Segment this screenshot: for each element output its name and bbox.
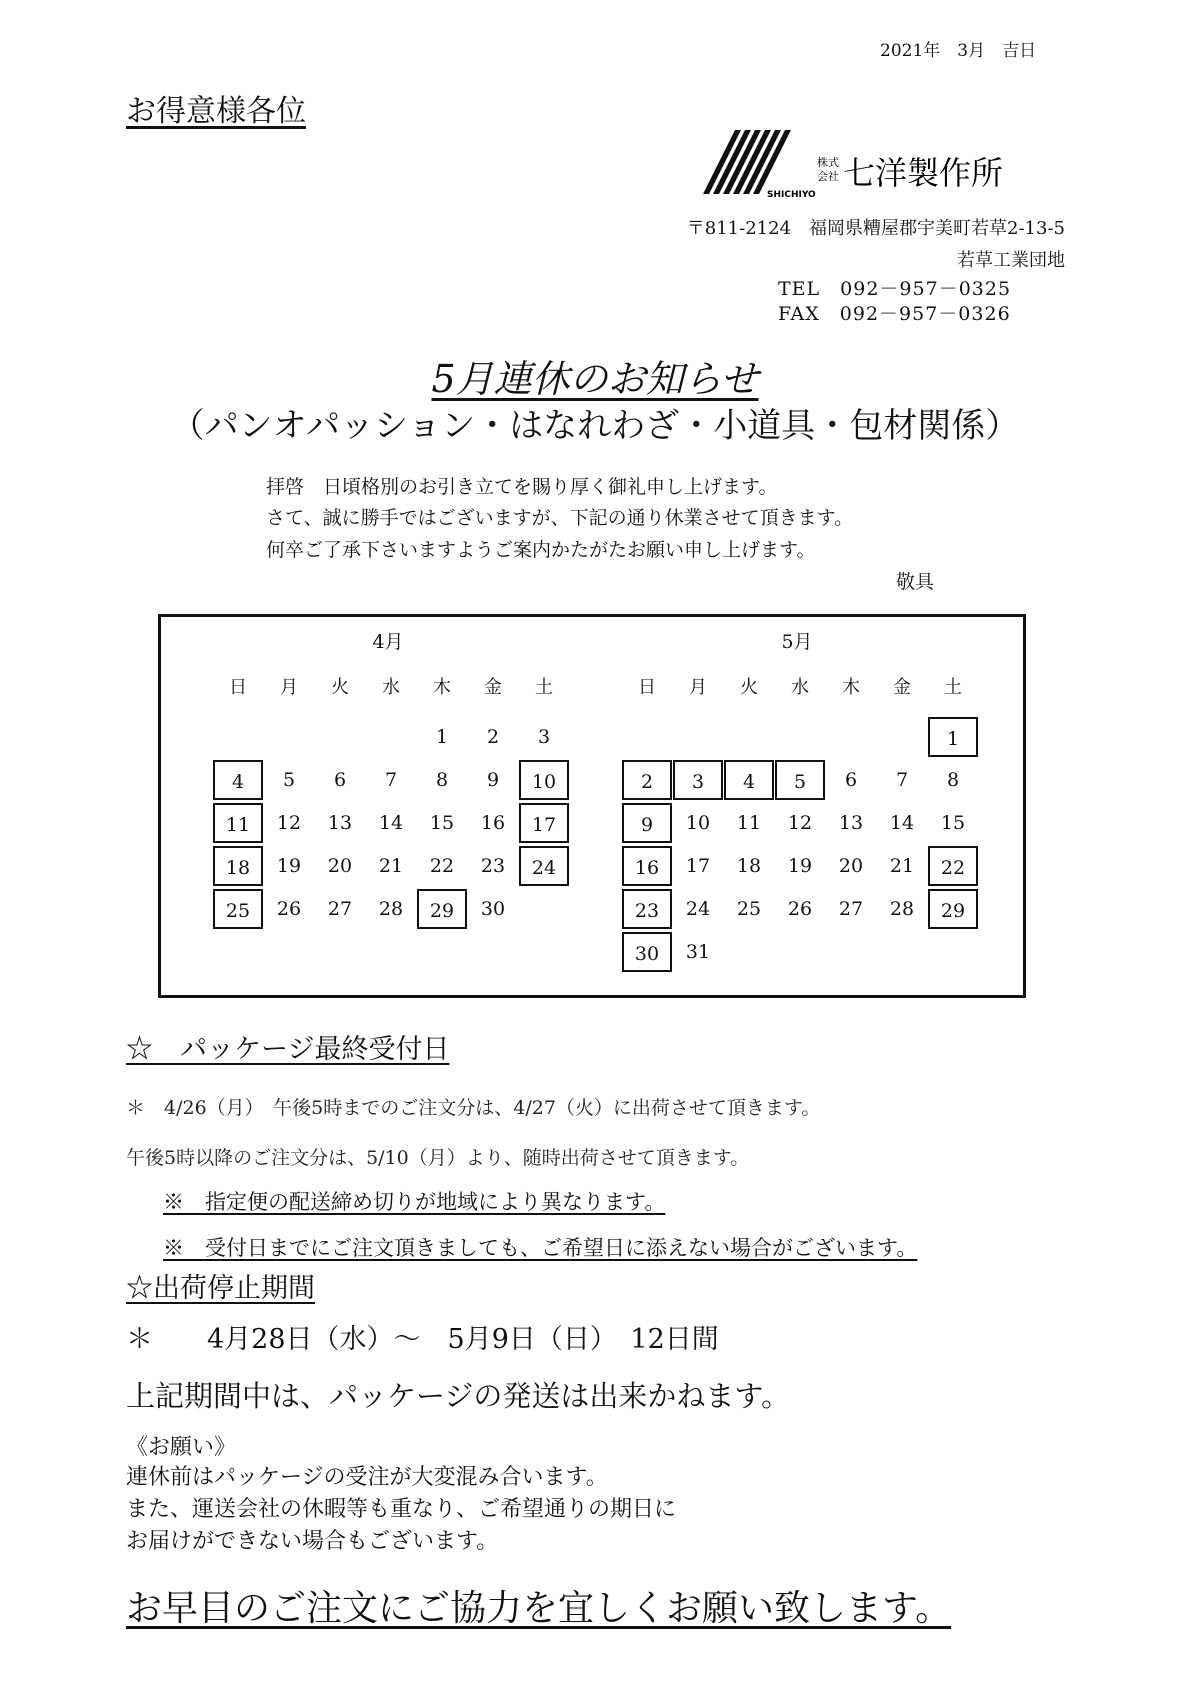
weekday-label: 金 (484, 677, 502, 698)
calendar-day: 18 (736, 855, 762, 877)
month-label: 5月 (781, 631, 813, 653)
closing-remark: 敬具 (896, 571, 935, 593)
calendar-day-holiday: 10 (519, 760, 569, 800)
calendar-day: 7 (895, 769, 909, 791)
request-line: また、運送会社の休暇等も重なり、ご希望通りの期日に (126, 1497, 677, 1522)
calendar-day: 15 (429, 812, 455, 834)
calendar-day: 30 (480, 898, 506, 920)
weekday-label: 火 (740, 677, 758, 698)
intro-line: 何卒ご了承下さいますようご案内かたがたお願い申し上げます。 (266, 539, 816, 561)
address-line-1: 〒811-2124 福岡県糟屋郡宇美町若草2-13-5 (686, 218, 1065, 239)
intro-line: 拝啓 日頃格別のお引き立てを賜り厚く御礼申し上げます。 (266, 476, 778, 498)
calendar-day: 20 (327, 855, 353, 877)
calendar-day-holiday: 22 (928, 846, 978, 886)
calendar-day: 6 (844, 769, 858, 791)
calendar-day: 28 (378, 898, 404, 920)
shipping-stop-note: 上記期間中は、パッケージの発送は出来かねます。 (126, 1379, 791, 1413)
calendar-day-holiday: 9 (622, 803, 672, 843)
calendar-day: 7 (384, 769, 398, 791)
calendar-day-holiday: 1 (928, 717, 978, 757)
calendar-day: 27 (838, 898, 864, 920)
calendar-day: 2 (486, 726, 500, 748)
calendar-day: 26 (787, 898, 813, 920)
weekday-label: 日 (638, 677, 656, 698)
package-deadline-heading: ☆ パッケージ最終受付日 (126, 1034, 450, 1065)
calendar-day-holiday: 25 (213, 889, 263, 929)
company-kabushiki: 株式 (817, 156, 839, 169)
weekday-label: 木 (842, 677, 860, 698)
calendar-day: 6 (333, 769, 347, 791)
holiday-calendar (158, 614, 1026, 998)
weekday-label: 土 (944, 677, 962, 698)
weekday-label: 金 (893, 677, 911, 698)
calendar-day: 19 (787, 855, 813, 877)
calendar-day: 28 (889, 898, 915, 920)
calendar-day-holiday: 11 (213, 803, 263, 843)
weekday-label: 火 (331, 677, 349, 698)
weekday-label: 月 (689, 677, 707, 698)
calendar-day-holiday: 30 (622, 932, 672, 972)
calendar-day: 23 (480, 855, 506, 877)
tel-number: TEL 092－957－0325 (778, 278, 1012, 300)
weekday-label: 土 (535, 677, 553, 698)
weekday-label: 日 (229, 677, 247, 698)
notice-subtitle: （パンオパッション・はなれわざ・小道具・包材関係） (170, 406, 1020, 446)
calendar-day-holiday: 29 (928, 889, 978, 929)
calendar-day: 14 (889, 812, 915, 834)
calendar-day: 5 (282, 769, 296, 791)
calendar-day-holiday: 4 (724, 760, 774, 800)
calendar-day: 21 (378, 855, 404, 877)
calendar-day: 17 (685, 855, 711, 877)
shipping-stop-period: ＊ 4月28日（水）～ 5月9日（日） 12日間 (126, 1324, 719, 1355)
delivery-warning: ※ 受付日までにご注文頂きましても、ご希望日に添えない場合がございます。 (163, 1236, 918, 1260)
delivery-warning: ※ 指定便の配送締め切りが地域により異なります。 (163, 1190, 666, 1214)
calendar-day-holiday: 29 (417, 889, 467, 929)
calendar-day: 8 (946, 769, 960, 791)
calendar-day-holiday: 2 (622, 760, 672, 800)
issue-date: 2021年 3月 吉日 (880, 41, 1037, 61)
weekday-label: 水 (382, 677, 400, 698)
calendar-day: 24 (685, 898, 711, 920)
request-heading: 《お願い》 (126, 1435, 237, 1460)
deadline-note: 午後5時以降のご注文分は、5/10（月）より、随時出荷させて頂きます。 (126, 1147, 750, 1169)
calendar-day-holiday: 5 (775, 760, 825, 800)
company-name: 七洋製作所 (843, 154, 1004, 192)
calendar-day: 3 (537, 726, 551, 748)
calendar-day: 19 (276, 855, 302, 877)
calendar-day: 1 (435, 726, 449, 748)
request-line: お届けができない場合もございます。 (126, 1529, 499, 1554)
logo-wordmark: SHICHIYO (767, 190, 816, 200)
calendar-day-holiday: 24 (519, 846, 569, 886)
calendar-day-holiday: 17 (519, 803, 569, 843)
calendar-day: 12 (276, 812, 302, 834)
calendar-day: 13 (838, 812, 864, 834)
weekday-label: 木 (433, 677, 451, 698)
calendar-day: 8 (435, 769, 449, 791)
weekday-label: 水 (791, 677, 809, 698)
shipping-stop-heading: ☆出荷停止期間 (126, 1273, 315, 1304)
company-logo (695, 128, 1025, 200)
calendar-day: 13 (327, 812, 353, 834)
calendar-day: 11 (736, 812, 762, 834)
calendar-day: 12 (787, 812, 813, 834)
address-line-2: 若草工業団地 (957, 250, 1065, 271)
notice-title: 5月連休のお知らせ (431, 357, 759, 401)
calendar-day: 15 (940, 812, 966, 834)
weekday-label: 月 (280, 677, 298, 698)
calendar-day-holiday: 3 (673, 760, 723, 800)
svg-text:会社: 会社 (817, 170, 839, 183)
calendar-day: 22 (429, 855, 455, 877)
calendar-day: 27 (327, 898, 353, 920)
calendar-day-holiday: 18 (213, 846, 263, 886)
calendar-day-holiday: 4 (213, 760, 263, 800)
request-line: 連休前はパッケージの受注が大変混み合います。 (126, 1465, 608, 1490)
calendar-day-holiday: 16 (622, 846, 672, 886)
calendar-day: 9 (486, 769, 500, 791)
intro-line: さて、誠に勝手ではございますが、下記の通り休業させて頂きます。 (266, 507, 854, 529)
deadline-note: ＊ 4/26（月） 午後5時までのご注文分は、4/27（火）に出荷させて頂きます。 (126, 1097, 821, 1119)
calendar-day: 31 (685, 941, 711, 963)
calendar-day: 14 (378, 812, 404, 834)
calendar-day: 20 (838, 855, 864, 877)
month-label: 4月 (372, 631, 404, 653)
calendar-day: 16 (480, 812, 506, 834)
calendar-day: 25 (736, 898, 762, 920)
final-request: お早目のご注文にご協力を宜しくお願い致します。 (126, 1588, 952, 1629)
fax-number: FAX 092－957－0326 (778, 303, 1011, 325)
recipient: お得意様各位 (126, 94, 306, 129)
calendar-day: 21 (889, 855, 915, 877)
calendar-day-holiday: 23 (622, 889, 672, 929)
calendar-day: 26 (276, 898, 302, 920)
calendar-day: 10 (685, 812, 711, 834)
